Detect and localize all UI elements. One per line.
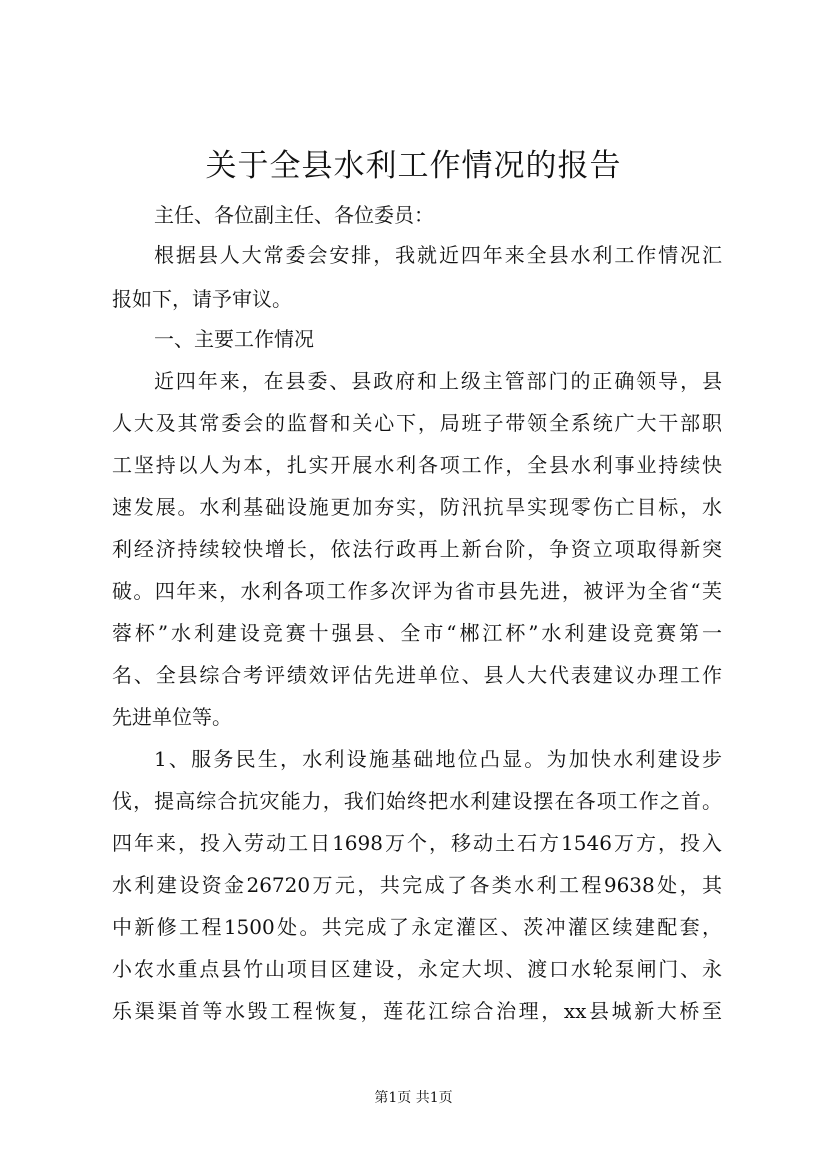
paragraph-line: 先进单位等。: [112, 705, 232, 729]
paragraph-line: 报如下，请予审议。: [112, 287, 292, 311]
paragraph-line: 破。四年来，水利各项工作多次评为省市县先进，被评为全省“芙: [112, 579, 722, 603]
paragraph-line: 蓉杯”水利建设竞赛十强县、全市“郴江杯”水利建设竞赛第一: [112, 621, 722, 645]
salutation-line: 主任、各位副主任、各位委员：: [154, 203, 434, 227]
paragraph-line: 水利建设资金26720万元，共完成了各类水利工程9638处，其: [112, 873, 722, 897]
paragraph-line: 根据县人大常委会安排，我就近四年来全县水利工作情况汇: [154, 243, 722, 267]
paragraph-line: 1、服务民生，水利设施基础地位凸显。为加快水利建设步: [154, 747, 722, 771]
paragraph-line: 名、全县综合考评绩效评估先进单位、县人大代表建议办理工作: [112, 663, 722, 687]
document-title: 关于全县水利工作情况的报告: [205, 148, 622, 184]
page-number-footer: 第1页 共1页: [374, 1090, 453, 1106]
paragraph-line: 人大及其常委会的监督和关心下，局班子带领全系统广大干部职: [112, 411, 722, 435]
paragraph-line: 近四年来，在县委、县政府和上级主管部门的正确领导，县: [154, 369, 722, 393]
paragraph-line: 乐渠渠首等水毁工程恢复，莲花江综合治理，xx县城新大桥至: [112, 999, 722, 1023]
paragraph-line: 速发展。水利基础设施更加夯实，防汛抗旱实现零伤亡目标，水: [112, 495, 722, 519]
section-heading: 一、主要工作情况: [154, 327, 314, 351]
paragraph-line: 利经济持续较快增长，依法行政再上新台阶，争资立项取得新突: [112, 537, 722, 561]
paragraph-line: 工坚持以人为本，扎实开展水利各项工作，全县水利事业持续快: [112, 453, 722, 477]
paragraph-line: 小农水重点县竹山项目区建设，永定大坝、渡口水轮泵闸门、永: [112, 957, 722, 981]
paragraph-line: 中新修工程1500处。共完成了永定灌区、茨冲灌区续建配套，: [112, 915, 722, 939]
paragraph-line: 四年来，投入劳动工日1698万个，移动土石方1546万方，投入: [112, 831, 722, 855]
paragraph-line: 伐，提高综合抗灾能力，我们始终把水利建设摆在各项工作之首。: [112, 789, 722, 813]
